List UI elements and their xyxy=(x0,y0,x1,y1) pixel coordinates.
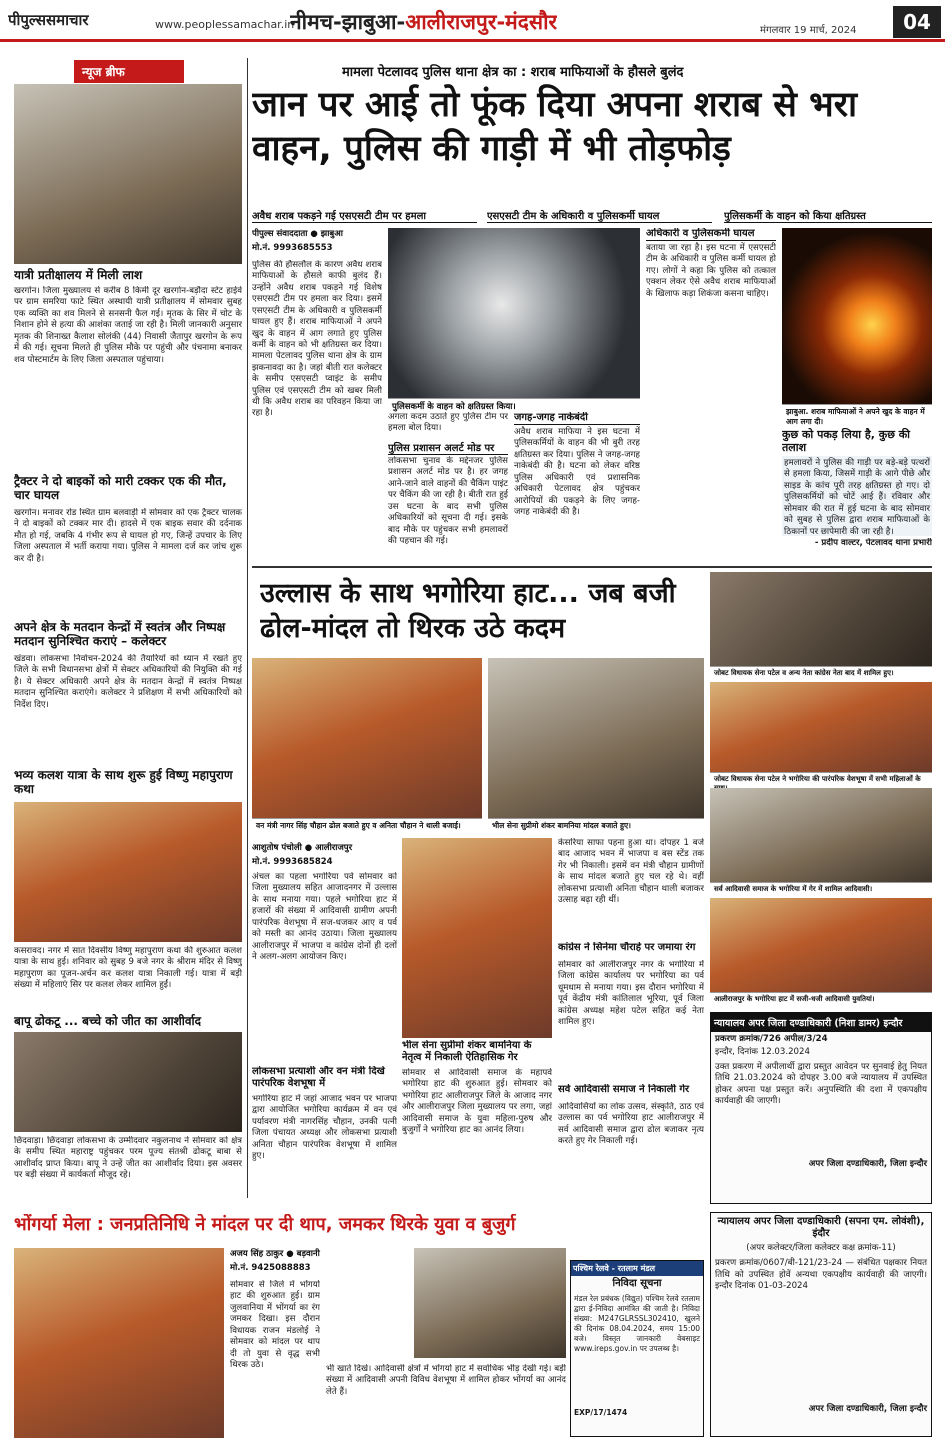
brief-body-4: कसरावद। नगर में सात दिवसीय विष्णु महापुराण कथा की शुरुआत कलश यात्रा के साथ हुई। शनिवार को सुबह 9 बजे नगर के श्रीराम मंदिर से विष्णु महापुराण का पूजन-अर्चन कर कलश यात्रा निकाली गई। यात्रा में बड़ी संख्या में महिलाएं सिर पर कलश लेकर शामिल हुईं। xyxy=(14,946,242,991)
bhagoria-col-2: सोमवार से आदिवासी समाज के महापर्व भगोरिया हाट की शुरुआत हुई। सोमवार को भगोरिया हाट आलीराजपुर जिले के आजाद नगर और आलीराजपुर जिला मुख्यालय पर लगा, जहां आदिवासी समाज के युवा महिला-पुरुष और बुजुर्गों ने भगोरिया हाट का आनंद लिया। xyxy=(402,1068,552,1136)
lead-col-4 xyxy=(646,228,776,556)
bhongarya-col-1: सोमवार से जिले में भोंगर्या हाट की शुरुआत हुई। ग्राम जुलवानिया में भोंगर्या का रंग जमकर दिखा। इस दौरान विधायक राजन मंडलोई ने सोमवार को मांदल पर थाप दी तो युवा से वृद्ध सभी थिरक उठे। xyxy=(230,1280,320,1370)
caption-jobat-mla: जोबट विधायक सेना पटेल व अन्य नेता कांग्रेस नेता बाद में शामिल हुए। xyxy=(710,666,932,680)
court-notice-1 xyxy=(710,1012,932,1204)
brief-photo-1 xyxy=(14,84,242,264)
photo-bhil-sena-mandal xyxy=(488,658,704,818)
sub-candidate: लोकसभा प्रत्याशी और वन मंत्री दिखे पारंपरिक वेशभूषा में xyxy=(252,1066,385,1089)
masthead xyxy=(0,0,945,42)
bhagoria-story xyxy=(252,572,932,1212)
brief-photo-kalash xyxy=(14,802,242,942)
news-brief-column xyxy=(14,60,242,1200)
box-body: हमलावरों ने पुलिस की गाड़ी पर बड़े-बड़े पत्थरों से हमला किया, जिसमें गाड़ी के आगे पीछे और साइड के कांच पूरी तरह क्षतिग्रस्त हो गए। दो पुलिसकर्मियों को चोटें आई हैं। रविवार और सोमवार की रात में हुई घटना के बाद सोमवार को सुबह से पुलिस द्वारा शराब माफियाओं के ठिकानों पर छापेमारी की जा रही है। xyxy=(784,458,930,536)
website-url[interactable]: www.peoplessamachar.in xyxy=(155,18,295,31)
lead-deck-3: पुलिसकर्मी के वाहन को किया क्षतिग्रस्त xyxy=(724,208,932,223)
caption-minister: वन मंत्री नागर सिंह चौहान ढोल बजाते हुए व अनिता चौहान ने थाली बजाई। xyxy=(252,818,482,833)
page-number: 04 xyxy=(893,6,941,38)
bhagoria-mobile: मो.नं. 9993685824 xyxy=(252,857,333,867)
caption-ger-procession: सर्व आदिवासी समाज के भगोरिया में गेर में शामिल आदिवासी। xyxy=(710,882,932,896)
caption-damaged-car: पुलिसकर्मी के वाहन को क्षतिग्रस्त किया। xyxy=(388,398,640,414)
bhagoria-col-1: अंचल का पहला भगोरिया पर्व सोमवार को जिला मुख्यालय सहित आजादनगर में उल्लास के साथ मनाया गया। पहले भगोरिया हाट में हजारों की संख्या में आदिवासी ग्रामीण अपनी पारंपरिक वेशभूषा में सज-धजकर आए व पर्व को मस्ती का आनंद उठाया। जिला मुख्यालय आलीराजपुर में भाजपा व कांग्रेस दोनों ही दलों ने अलग-अलग आयोजन किए। xyxy=(252,872,397,962)
photo-woman-leader xyxy=(402,838,552,1038)
sub-injured: अधिकारी व पुलिसकर्मी घायल xyxy=(646,228,776,241)
court-notice-2 xyxy=(710,1212,932,1437)
photo-burning-vehicle xyxy=(782,228,932,404)
photo-bhongarya-2 xyxy=(414,1248,566,1358)
lead-col-2-top: अगला कदम उठाते हुए पुलिस टीम पर हमला बोल दिया। xyxy=(388,412,508,434)
lead-col-1: पुलिस की हौसलौल के कारण अवैध शराब माफियाओं के हौसले काफी बुलंद हैं। उन्होंने अवैध शराब पकड़ने गई विशेष एसएसटी टीम पर हमला कर दिया। इसमें एसएसटी टीम के अधिकारी व पुलिसकर्मी घायल हुए हैं। शराब माफियाओं ने अपने खुद के वाहन में आग लगाते हुए पुलिस कर्मी के वाहन को भी क्षतिग्रस्त कर दिया। मामला पेटलावद पुलिस थाना क्षेत्र के ग्राम झकनावदा का है। जहां बीती रात कलेक्टर के समीप एसएसटी प्वाइंट के समीप पुलिस एवं एसएसटी टीम को खबर मिली थी कि अवैध शराब का परिवहन किया जा रहा है। xyxy=(252,260,382,419)
brief-body-5: छिंदवाड़ा। छिंदवाड़ा लोकसभा के उम्मीदवार नकुलनाथ ने सोमवार को क्षेत्र के समीप स्थित महाराष्ट्र पहुंचकर परम पूज्य संतश्री ढोकटू बाबा से आशीर्वाद प्राप्त किया। बापू ने उन्हें जीत का आशीर्वाद दिया। इस अवसर पर बड़ी संख्या में कार्यकर्ता मौजूद रहे। xyxy=(14,1136,242,1181)
bhagoria-col-3: केसरिया साफा पहना हुआ था। दोपहर 1 बजे बाद आजाद भवन में भाजपा व बस स्टेंड तक गेर भी निकाली। इसमें वन मंत्री चौहान ग्रामीणों के साथ मांदल बजाते हुए चल रहे थे। वहीं लोकसभा प्रत्याशी अनिता चौहान थाली बजाकर उत्साह बढ़ा रही थीं। xyxy=(558,838,704,906)
photo-bhongarya-1 xyxy=(14,1248,224,1438)
bhongarya-col-2: भी खाते दिखे। आदिवासी क्षेत्रों में भोंगर्या हाट में सर्वाधिक भीड़ देखी गई। बड़ी संख्या में आदिवासी अपनी विविध वेशभूषा में शामिल होकर भोंगर्या का आनंद लेते हैं। xyxy=(326,1364,566,1397)
court-notice-2-sub: (अपर कलेक्टर/जिला कलेक्टर कक्ष क्रमांक-11) xyxy=(746,1243,896,1253)
court-notice-2-body: प्रकरण क्रमांक/0607/बी-121/23-24 — संबंधित पक्षकार नियत तिथि को उपस्थित होवें अन्यथा एकपक्षीय कार्यवाही की जाएगी। इन्दौर दिनांक 01-03-2024 xyxy=(715,1258,927,1292)
brief-headline-5: बापू ढोकटू ... बच्चे को जीत का आशीर्वाद xyxy=(14,1014,202,1028)
brief-headline-1: यात्री प्रतीक्षालय में मिली लाश xyxy=(14,268,143,282)
brief-headline-3: अपने क्षेत्र के मतदान केन्द्रों में स्वतंत्र और निष्पक्ष मतदान सुनिश्चित कराएं – कलेक्टर xyxy=(14,620,226,649)
photo-damaged-car xyxy=(388,228,640,398)
lead-byline: पीपुल्स संवाददाता ● झाबुआ xyxy=(252,229,343,239)
newspaper-logo[interactable]: पीपुल्ससमाचार xyxy=(8,11,89,29)
caption-burning-vehicle: झाबुआ. शराब माफियाओं ने अपने खुद के वाहन में आग लगा दी। xyxy=(782,404,932,429)
brief-body-3: खंडवा। लोकसभा निर्वाचन-2024 की तैयारियों को ध्यान में रखते हुए जिले के सभी विधानसभा क्षेत्रों में सेक्टर अधिकारियों की नियुक्ति की गई है। ये सेक्टर अधिकारी अपने क्षेत्र के मतदान केन्द्रों में स्वतंत्र निष्पक्ष मतदान सुनिश्चित कराएंगे। कलेक्टर ने प्रशिक्षण में सभी अधिकारियों को निर्देश दिए। xyxy=(14,654,242,710)
court-notice-1-body: उक्त प्रकरण में अपीलार्थी द्वारा प्रस्तुत आवेदन पर सुनवाई हेतु नियत तिथि 21.03.2024 को दोपहर 3.00 बजे न्यायालय में उपस्थित होकर अपना पक्ष प्रस्तुत करें। अनुपस्थिति की दशा में एकपक्षीय कार्यवाही की जाएगी। xyxy=(715,1061,927,1107)
lead-story xyxy=(252,62,932,562)
court-notice-2-sign: अपर जिला दण्डाधिकारी, जिला इन्दौर xyxy=(808,1404,927,1415)
bhongarya-mobile: मो.नं. 9425088883 xyxy=(230,1263,311,1273)
news-brief-label: न्यूज ब्रीफ xyxy=(74,60,184,83)
column-rule xyxy=(247,58,248,1198)
court-notice-1-title: न्यायालय अपर जिला दण्डाधिकारी (निशा डामर) इन्दौर xyxy=(711,1013,931,1032)
tender-org: पश्चिम रेलवे - रतलाम मंडल xyxy=(571,1261,703,1276)
bhagoria-byline: आशुतोष पंचोली ● आलीराजपुर xyxy=(252,843,353,853)
bhongarya-story xyxy=(14,1214,566,1440)
tender-notice xyxy=(570,1260,704,1437)
photo-jobat-mla xyxy=(710,572,932,666)
brief-headline-2: ट्रैक्टर ने दो बाइकों को मारी टक्कर एक की मौत, चार घायल xyxy=(14,474,227,503)
bhongarya-headline: भोंगर्या मेला : जनप्रतिनिधि ने मांदल पर दी थाप, जमकर थिरके युवा व बुजुर्ग xyxy=(14,1214,516,1235)
photo-tribal-girls xyxy=(710,898,932,992)
tender-title: निविदा सूचना xyxy=(612,1278,662,1289)
brief-photo-bapu xyxy=(14,1032,242,1132)
bhagoria-col-1b: भगोरिया हाट में जहां आजाद भवन पर भाजपा द्वारा आयोजित भगोरिया कार्यक्रम में वन एवं पर्यावरण मंत्री नागरसिंह चौहान, उनकी पत्नी जिला पंचायत अध्यक्ष और लोकसभा प्रत्याशी अनिता चौहान पारंपरिक वेशभूषा में शामिल हुए। xyxy=(252,1094,397,1162)
lead-mobile: मो.नं. 9993685553 xyxy=(252,243,333,253)
edition-title: नीमच-झाबुआ-आलीराजपुर-मंदसौर xyxy=(290,10,558,34)
caption-ger: भील सेना सुप्रीमो शंकर बामनिया के नेतृत्व में निकाली ऐतिहासिक गेर xyxy=(402,1040,532,1063)
brief-headline-4: भव्य कलश यात्रा के साथ शुरू हुई विष्णु महापुराण कथा xyxy=(14,768,233,797)
court-notice-2-title: न्यायालय अपर जिला दण्डाधिकारी (सपना एम. लोवंशी), इंदौर xyxy=(717,1216,925,1239)
tender-body: मंडल रेल प्रबंधक (विद्युत) पश्चिम रेलवे रतलाम द्वारा ई-निविदा आमंत्रित की जाती है। निविदा संख्या: M247GLRSSL302410, खुलने की दिनांक 08.04.2024, समय 15:00 बजे। विस्तृत जानकारी वेबसाइट www.ireps.gov.in पर उपलब्ध है। xyxy=(574,1294,700,1353)
bhagoria-headline: उल्लास के साथ भगोरिया हाट... जब बजी ढोल-मांदल तो थिरक उठे कदम xyxy=(260,578,676,645)
lead-col-2: लोकसभा चुनाव के मद्देनजर पुलिस प्रशासन अलर्ट मोड पर है। हर जगह आने-जाने वाले वाहनों की चैकिंग पाइंट पर चैकिंग की जा रही है। बीती रात हुई उस घटना के बाद सभी पुलिस अधिकारियों को सूचना दी गई। इसके बाद मौके पर पहुंचकर सभी हमलावरों की पहचान की गई। xyxy=(388,456,508,546)
caption-tribal-girls: आलीराजपुर के भगोरिया हाट में सजी-धजी आदिवासी युवतियां। xyxy=(710,992,932,1006)
bhongarya-byline: अजय सिंह ठाकुर ● बड़वानी xyxy=(230,1249,320,1259)
sub-congress: कांग्रेस ने सिनेमा चौराहे पर जमाया रंग xyxy=(558,942,696,953)
photo-minister-dhol xyxy=(252,658,482,818)
caption-bhil-sena: भील सेना सुप्रीमो शंकर बामनिया मांदल बजाते हुए। xyxy=(488,818,704,833)
box-headline: कुछ को पकड़ लिया है, कुछ की तलाश xyxy=(782,428,911,455)
court-notice-1-sign: अपर जिला दण्डाधिकारी, जिला इन्दौर xyxy=(808,1158,927,1169)
box-signature: - प्रदीप वाल्टर, पेटलावद थाना प्रभारी xyxy=(814,538,932,548)
sub-police-alert: पुलिस प्रशासन अलर्ट मोड पर xyxy=(388,440,508,455)
court-notice-1-date: इन्दौर, दिनांक 12.03.2024 xyxy=(715,1047,810,1058)
bhagoria-col-3b: सोमवार को आलीराजपुर नगर के भगोरिया में जिला कांग्रेस कार्यालय पर भगोरिया का पर्व धूमधाम से मनाया गया। इस दौरान भगोरिया में पूर्व केंद्रीय मंत्री कांतिलाल भूरिया, पूर्व जिला कांग्रेस अध्यक्ष महेश पटेल सहित कई नेता शामिल हुए। xyxy=(558,960,704,1028)
lead-kicker: मामला पेटलावद पुलिस थाना क्षेत्र का : शराब माफियाओं के हौसले बुलंद xyxy=(342,65,684,80)
lead-deck-2: एसएसटी टीम के अधिकारी व पुलिसकर्मी घायल xyxy=(487,208,712,223)
brief-body-2: खरगोन। मनावर रोड स्थित ग्राम बलवाड़ी में सोमवार को एक ट्रैक्टर चालक ने दो बाइकों को टक्कर मार दी। हादसे में एक बाइक सवार की दर्दनाक मौत हो गई, जबकि 4 गंभीर रूप से घायल हो गए, जिन्हें उपचार के लिए जिला अस्पताल में भर्ती कराया गया। पुलिस ने मामला दर्ज कर जांच शुरू कर दी है। xyxy=(14,508,242,564)
bhagoria-col-3c: आदिवासियों का लोक उत्सव, संस्कृति, ठाठ एवं उल्लास का पर्व भगोरिया हाट आलीराजपुर में सर्व आदिवासी समाज द्वारा ढोल बजाकर नृत्य करते हुए गेर निकाली गई। xyxy=(558,1102,704,1147)
lead-col-4-text: बताया जा रहा है। इस घटना में एसएसटी टीम के अधिकारी व पुलिस कर्मी घायल हो गए। लोगों ने कहा कि पुलिस को तत्काल एक्शन लेकर ऐसे अवैध शराब माफियाओं के खिलाफ कड़ा शिकंजा कसना चाहिए। xyxy=(646,243,776,299)
caption-sena-patel: जोबट विधायक सेना पटेल ने भगोरिया की पारंपरिक वेशभूषा में सभी महिलाओं के xyxy=(710,772,932,795)
court-notice-1-case: प्रकरण क्रमांक/726 अपील/3/24 xyxy=(715,1034,828,1044)
issue-date: मंगलवार 19 मार्च, 2024 xyxy=(760,25,857,36)
lead-deck-1: अवैध शराब पकड़ने गई एसएसटी टीम पर हमला xyxy=(252,208,477,223)
photo-ger-procession xyxy=(710,788,932,882)
sub-checkpoints: जगह-जगह नाकेबंदी xyxy=(514,412,640,425)
sub-ger-samaj: सर्व आदिवासी समाज ने निकाली गेर xyxy=(558,1084,690,1095)
lead-col-3-top xyxy=(514,412,640,556)
photo-sena-patel-women xyxy=(710,682,932,772)
brief-body-1: खरगोन। जिला मुख्यालय से करीब 8 किमी दूर खरगोन-बड़ौदा स्टेट हाईवे पर ग्राम समरिया फाटे स्थित अस्थायी यात्री प्रतीक्षालय में सोमवार सुबह एक व्यक्ति का शव मिलने से सनसनी फैल गई। मृतक के सिर में चोट के निशान होने से हत्या की आशंका जताई जा रही है। मिली जानकारी अनुसार मृतक की शिनाख्त कैलाश सोलंकी (44) निवासी जैतापुर खरगोन के रूप में की गई। सूचना मिलते ही पुलिस मौके पर पहुंची और पंचनामा बनाकर शव पोस्टमार्टम के लिए जिला अस्पताल पहुंचाया। xyxy=(14,286,242,365)
lead-headline: जान पर आई तो फूंक दिया अपना शराब से भरा वाहन, पुलिस की गाड़ी में भी तोड़फोड़ xyxy=(252,85,858,169)
section-rule xyxy=(252,566,932,568)
lead-col-3-text: अवैध शराब माफिया ने इस घटना में पुलिसकर्मियों के वाहन की भी बुरी तरह क्षतिग्रस्त कर दिया। पुलिस ने जगह-जगह नाकेबंदी की है। घटना को लेकर वरिष्ठ पुलिस अधिकारी एवं प्रशासनिक अधिकारी पेटलावद क्षेत्र पहुंचकर आरोपियों की पकड़ने के लिए जगह-जगह नाकेबंदी की है। xyxy=(514,427,640,517)
tender-footer: EXP/17/1474 xyxy=(574,1408,628,1417)
